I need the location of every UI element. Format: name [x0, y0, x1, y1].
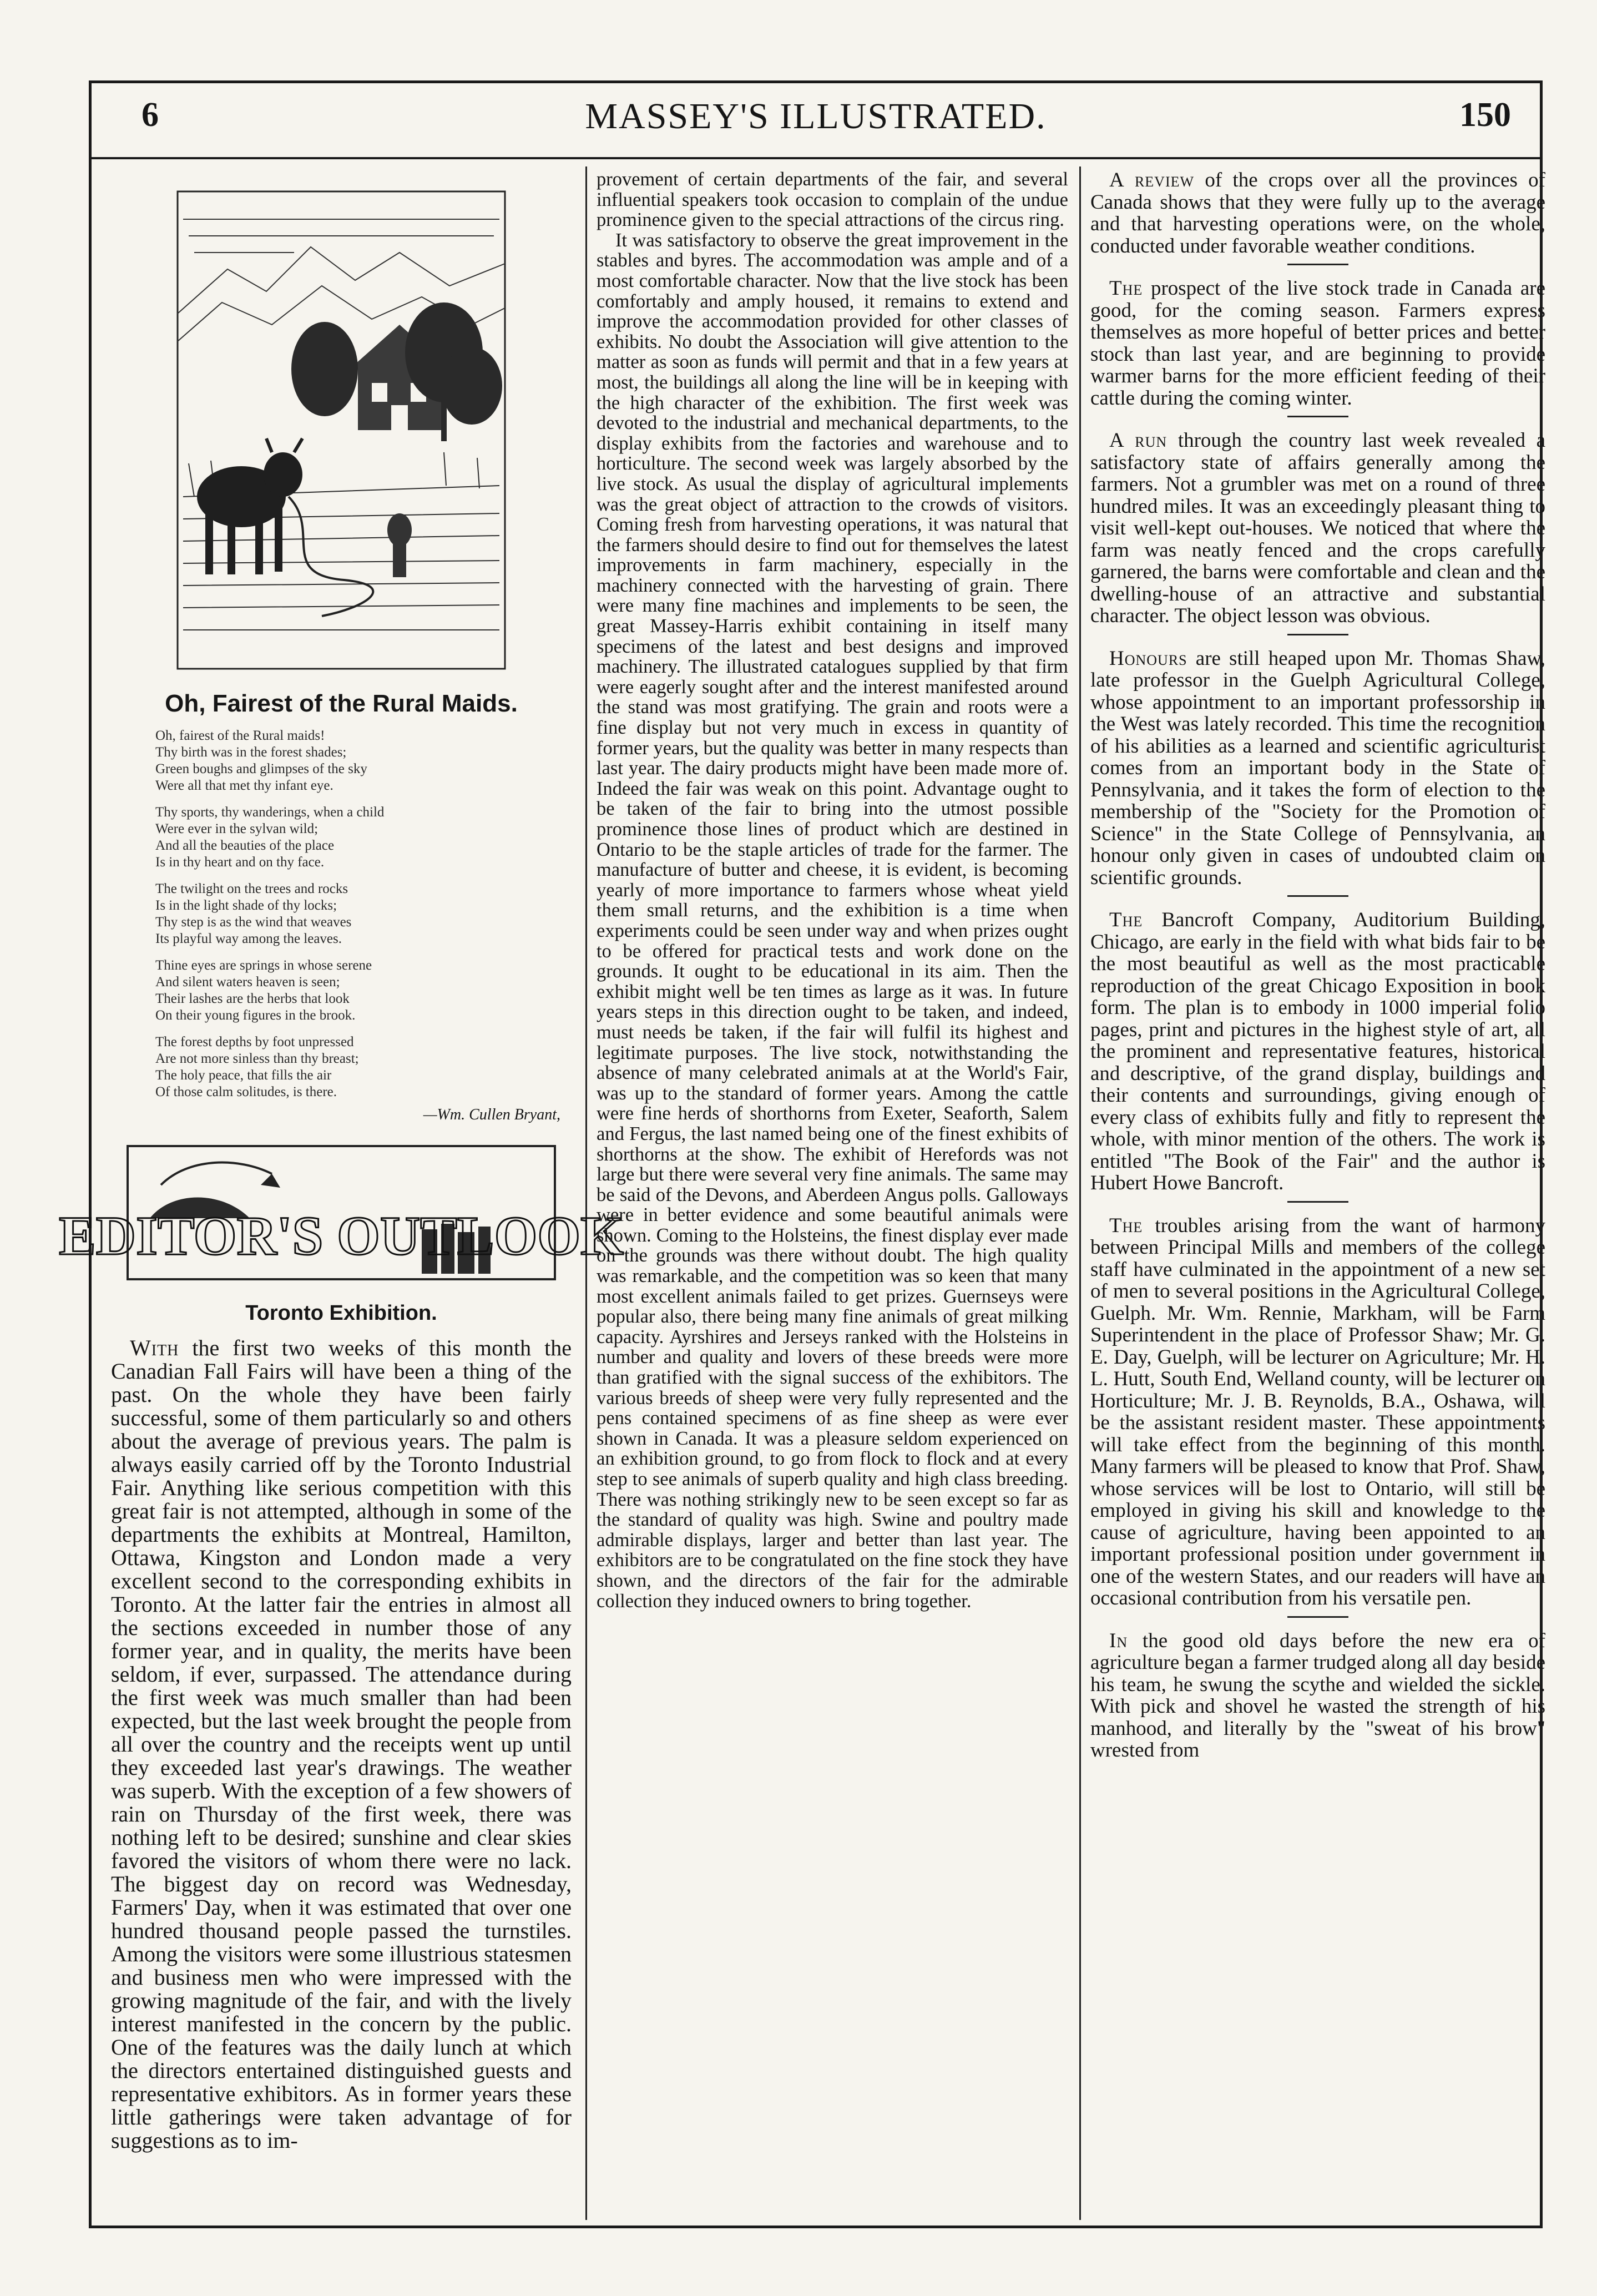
poem-line: Thy step is as the wind that weaves [155, 915, 352, 930]
drop-lead: With [130, 1335, 179, 1360]
poem-line: Were ever in the sylvan wild; [155, 821, 319, 836]
poem-line: The holy peace, that fills the air [155, 1068, 332, 1083]
note-college [1090, 1215, 1545, 1609]
poem-line: Is in the light shade of thy locks; [155, 898, 337, 913]
column-middle [597, 169, 1068, 1611]
note-lead: In [1109, 1629, 1128, 1652]
poem-title: Oh, Fairest of the Rural Maids. [165, 690, 518, 717]
poem-line: And all the beauties of the place [155, 838, 335, 853]
note-lead: A run [1109, 429, 1168, 452]
separator [1287, 634, 1348, 635]
note-text: prospect of the live stock trade in Canada are good, for the coming season. Farmers express themselves as more hopeful of better prices and better stock than last year, and are beginning to provide warmer barns for the more efficient feeding of their cattle during the coming winter. [1090, 277, 1546, 410]
section-title-toronto: Toronto Exhibition. [245, 1301, 437, 1325]
rural-maid-illustration [111, 186, 572, 674]
note-text: of the crops over all the provinces of Canada shows that they were fully up to the average and that harvesting operations were, on the whole, conducted under favorable weather conditions. [1090, 169, 1546, 258]
note-lead: Honours [1109, 647, 1187, 670]
poem-stanza [155, 1034, 572, 1101]
paragraph-text: the first two weeks of this month the Canadian Fall Fairs will have been a thing of the past. On the whole they have been fairly successful, some of them particularly so and others about the average of previous years. The palm is always easily carried off by the Toronto Industrial Fair. Anything like serious competition with this great fair is not attempted, although in some of the departments the exhibits at Montreal, Hamilton, Ottawa, Kingston and London made a very excellent second to the corresponding exhibits in Toronto. At the latter fair the entries in almost all the sections exceeded in number those of any former year, and in quality, the merits have been seldom, if ever, surpassed. The attendance during the first week was much smaller than had been expected, but the last week brought the people from all over the country and the receipts went up until they exceeded last year's drawings. The weather was superb. With the exception of a few showers of rain on Thursday of the first week, there was nothing left to be desired; sunshine and clear skies favored the visitors of whom there were no lack. The biggest day on record was Wednesday, Farmers' Day, when it was estimated that over one hundred thousand people passed the turnstiles. Among the visitors were some illustrious statesmen and business men who were impressed with the growing magnitude of the fair, and with the lively interest manifested in the concern by the public. One of the features was the daily lunch at which the directors entertained distinguished guests and representative exhibitors. As in former years these little gatherings were taken advantage of for suggestions as to im- [111, 1335, 572, 2153]
note-old-days [1090, 1630, 1545, 1762]
poem-line: Is in thy heart and on thy face. [155, 855, 325, 870]
separator [1287, 1616, 1348, 1618]
poem-line: Thy sports, thy wanderings, when a child [155, 805, 385, 820]
note-live-stock [1090, 277, 1545, 409]
note-bancroft [1090, 909, 1545, 1194]
poem-stanza [155, 881, 572, 947]
note-lead: A review [1109, 169, 1195, 191]
poem-line: Were all that met thy infant eye. [155, 778, 333, 793]
toronto-paragraph-2: provement of certain departments of the fair, and several influential speakers took occasion to complain of the undue prominence given to the special attractions of the circus ring. [597, 169, 1068, 231]
note-honours [1090, 648, 1545, 889]
poem-line: Green boughs and glimpses of the sky [155, 761, 367, 776]
poem-line: On their young figures in the brook. [155, 1008, 356, 1023]
note-text: are still heaped upon Mr. Thomas Shaw, late professor in the Guelph Agricultural College, whose appointment to an important professorship in the West was lately recorded. This time the recognition of his abilities as a learned and scientific agriculturist comes from an important body in the State of Pennsylvania, and it takes the form of election to the membership of the "Society for the Promotion of Science" in the State College of Pennsylvania, an honour only given in cases of undoubted claim on scientific grounds. [1090, 647, 1545, 889]
poem-stanza [155, 957, 572, 1024]
toronto-paragraph-1 [111, 1336, 572, 2152]
separator [1287, 895, 1348, 897]
note-crops [1090, 169, 1545, 257]
separator [1287, 416, 1348, 417]
note-run [1090, 430, 1545, 627]
masthead-title: MASSEY'S ILLUSTRATED. [585, 96, 1047, 137]
separator [1287, 264, 1348, 265]
header-rule [89, 157, 1543, 159]
poem-line: Their lashes are the herbs that look [155, 991, 350, 1006]
poem-line: Are not more sinless than thy breast; [155, 1051, 359, 1066]
note-text: troubles arising from the want of harmony between Principal Mills and members of the college staff have culminated in the appointment of a new set of men to several positions in the Agricultural College, Guelph. Mr. Wm. Rennie, Markham, will be Farm Superintendent in the place of Professor Shaw; Mr. G. E. Day, Guelph, will be lecturer on Agriculture; Mr. H. L. Hutt, South End, Welland county, will be lecturer on Horticulture; Mr. J. B. Reynolds, B.A., Oshawa, will be the assistant resident master. These appointments will take effect from the beginning of this month. Many farmers will be pleased to know that Prof. Shaw, whose services will be lost to Ontario, will still be employed in giving his skill and knowledge to the cause of agriculture, having been appointed to an important professional position under government in one of the western States, and our readers will have an occasional contribution from his versatile pen. [1090, 1214, 1545, 1609]
editors-outlook-banner [59, 1135, 624, 1285]
poem-line: The twilight on the trees and rocks [155, 881, 348, 896]
poem-line: The forest depths by foot unpressed [155, 1035, 354, 1049]
column-rule-1 [585, 166, 587, 2220]
note-text: the good old days before the new era of agriculture began a farmer trudged along all day beside his team, he swung the scythe and wielded the sickle. With pick and shovel he wasted the strength of his manhood, and literally by the "sweat of his brow" wrested from [1090, 1629, 1546, 1762]
toronto-paragraph-3: It was satisfactory to observe the great improvement in the stables and byres. The accommodation was ample and of a most comfortable character. Now that the live stock has been comfortably and amply housed, it remains to extend and improve the accommodation provided for other classes of exhibits. No doubt the Association will give attention to the matter as soon as funds will permit and that in a few years at most, the buildings all along the line will be in keeping with the high character of the exhibition. The first week was devoted to the industrial and mechanical departments, to the display exhibits from the factories and warehouse and to horticulture. The second week was largely absorbed by the live stock. As usual the display of agricultural implements was the great object of attraction to the crowds of visitors. Coming fresh from harvesting operations, it was natural that the farmers should desire to find out for themselves the latest improvements in farm machinery, especially in the machinery connected with the harvesting of grain. There were many fine machines and implements to be seen, the great Massey-Harris exhibit containing in itself many specimens of the latest and best designs and improved machinery. The illustrated catalogues supplied by that firm were eagerly sought after and the interest manifested around the stand was most gratifying. The grain and roots were a fine display but not very much in excess in quantity of former years, but the quality was better in many respects than last year. The dairy products might have been made more of. Indeed the fair was weak on this point. Advantage ought to be taken of the fair to bring into the utmost possible prominence those lines of product which are destined in Ontario to be the staple articles of trade for the farmer. The manufacture of butter and cheese, it is evident, is becoming yearly of more importance to farmers whose wheat yield them small returns, and the exhibition is a time when experiments could be seen under way and when prizes ought to be offered for practical tests and work done on the grounds. It ought to be educational in its aim. Then the exhibit might well be ten times as large as it was. In future years steps in this direction ought to be taken, and indeed, must needs be taken, if the fair will fulfil its highest and legitimate purposes. The live stock, notwithstanding the absence of many celebrated animals at at the World's Fair, was up to the standard of former years. Among the cattle were fine herds of shorthorns from Exeter, Seaforth, Salem and Fergus, the last named being one of the finest exhibits of shorthorns at the show. The exhibit of Herefords was not large but there were several very fine animals. The same may be said of the Devons, and Aberdeen Angus polls. Galloways were in better evidence and some beautiful animals were shown. Coming to the Holsteins, the finest display ever made on the grounds was there without doubt. The high quality was remarkable, and the competition was so keen that many most excellent animals failed to get prizes. Guernseys were popular also, there being many fine animals of great milking capacity. Ayrshires and Jerseys ranked with the Holsteins in number and quality and lovers of these breeds were more than gratified with the signal success of the exhibitors. The various breeds of sheep were very fully represented and the pens contained specimens of as fine sheep as were ever shown in Canada. It was a pleasure seldom experienced on an exhibition ground, to go from flock to flock and at every step to see animals of superb quality and high class breeding. There was nothing strikingly new to be seen except so far as the standard of quality was high. Swine and poultry made admirable displays, larger and better than last year. The exhibitors are to be congratulated on the fine stock they have shown, and the directors of the fair for the admirable collection they induced owners to bring together. [597, 229, 1068, 1612]
note-lead: The [1109, 277, 1143, 300]
page-number-left: 6 [141, 96, 159, 134]
column-right [1090, 169, 1545, 1762]
column-left [59, 169, 624, 2153]
note-text: through the country last week revealed a satisfactory state of affairs generally among the farmers. Not a grumbler was met on a round of three hundred miles. It was an exceedingly pleasant thing to visit well-kept out-houses. We noticed that where the farm was neatly fenced and the crops carefully garnered, the barns were comfortable and clean and the dwelling-house of an attractive and substantial character. The object lesson was obvious. [1090, 429, 1546, 627]
poem-line: Thine eyes are springs in whose serene [155, 958, 372, 973]
column-rule-2 [1079, 166, 1081, 2220]
poem-line: Its playful way among the leaves. [155, 931, 342, 946]
note-lead: The [1109, 909, 1143, 931]
note-lead: The [1109, 1214, 1143, 1237]
poem-attribution: —Wm. Cullen Bryant, [423, 1106, 560, 1123]
poem-line: Of those calm solitudes, is there. [155, 1084, 337, 1099]
banner-lettering: EDITOR'S OUTLOOK [59, 1205, 624, 1266]
poem-stanza [155, 804, 572, 871]
poem-line: Thy birth was in the forest shades; [155, 745, 347, 760]
poem-line: Oh, fairest of the Rural maids! [155, 728, 325, 743]
page-number-right: 150 [1459, 96, 1511, 134]
poem-line: And silent waters heaven is seen; [155, 975, 340, 990]
separator [1287, 1201, 1348, 1203]
note-text: Bancroft Company, Auditorium Building, Chicago, are early in the field with what bids fair to be the most beautiful as well as the most practicable reproduction of the great Chicago Exposition in book form. The plan is to embody in 1000 imperial folio pages, print and pictures in the highest style of art, all the prominent and representative features, historical and descriptive, of the grand display, buildings and their contents and surroundings, giving enough of every class of exhibits fully and fitly to represent the whole, with minor mention of the others. The work is entitled "The Book of the Fair" and the author is Hubert Howe Bancroft. [1090, 909, 1546, 1194]
poem-stanza [155, 728, 572, 794]
